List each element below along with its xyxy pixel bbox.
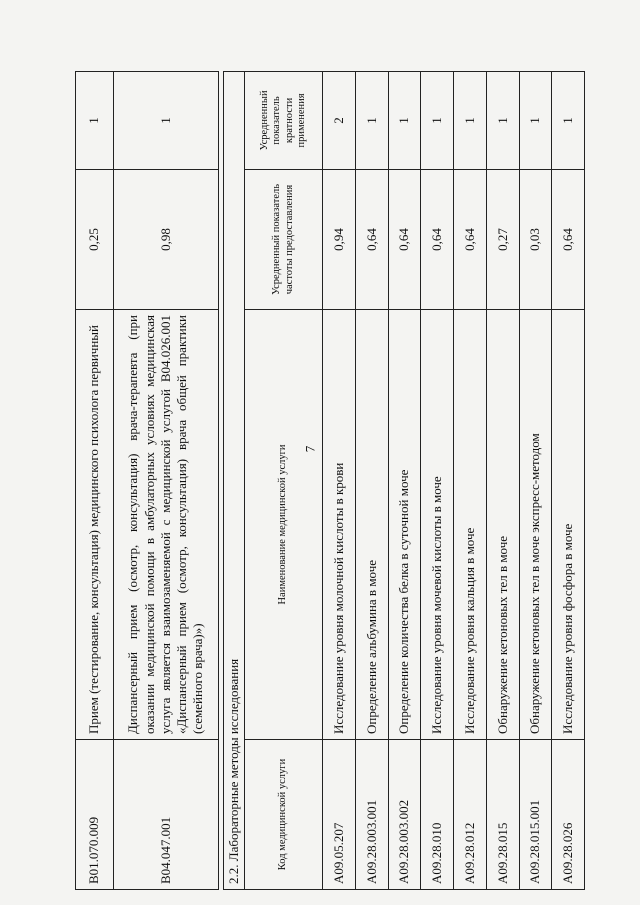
- multiplicity-value: 1: [76, 72, 114, 170]
- frequency-value: 0,27: [486, 170, 519, 310]
- service-name: Исследование уровня молочной кислоты в крови: [323, 310, 356, 740]
- service-name: Диспансерный прием (осмотр, консультация) врача-терапевта (при оказании медицинской помощи в амбулаторных условиях медицинская услуга является взаимозаменяемой с медицинской услугой B04.026.001 «Диспансерный прием (осмотр, консультация) врача общей практики (семейного врача)»): [114, 310, 219, 740]
- frequency-value: 0,64: [552, 170, 585, 310]
- table-row: [114, 72, 219, 890]
- header-row: [245, 71, 323, 889]
- page-number: 7: [302, 445, 318, 453]
- service-code: B01.070.009: [76, 740, 114, 890]
- table-row: [76, 72, 114, 890]
- service-name: Определение количества белка в суточной моче: [388, 310, 421, 740]
- frequency-value: 0,98: [114, 170, 219, 310]
- service-name: Исследование уровня фосфора в моче: [552, 310, 585, 740]
- table-row: [323, 71, 356, 889]
- table-top-wrapper: [75, 72, 218, 890]
- frequency-value: 0,25: [76, 170, 114, 310]
- service-name: Обнаружение кетоновых тел в моче: [486, 310, 519, 740]
- table-row: [388, 71, 421, 889]
- multiplicity-value: 1: [454, 71, 487, 169]
- service-code: A09.28.015.001: [519, 740, 552, 890]
- service-name: Прием (тестирование, консультация) медицинского психолога первичный: [76, 310, 114, 740]
- header-frequency: Усредненный показатель частоты предоставления: [245, 170, 323, 310]
- multiplicity-value: 1: [486, 71, 519, 169]
- service-code: A09.05.207: [323, 740, 356, 890]
- section-title: 2.2. Лабораторные методы исследования: [224, 71, 245, 889]
- frequency-value: 0,64: [421, 170, 454, 310]
- service-name: Исследование уровня мочевой кислоты в моче: [421, 310, 454, 740]
- multiplicity-value: 1: [421, 71, 454, 169]
- service-name: Определение альбумина в моче: [355, 310, 388, 740]
- multiplicity-value: 1: [552, 71, 585, 169]
- table-top: [75, 71, 219, 890]
- frequency-value: 0,94: [323, 170, 356, 310]
- table-lab-wrapper: [223, 72, 585, 890]
- table-row: [519, 71, 552, 889]
- multiplicity-value: 1: [355, 71, 388, 169]
- table-row: [552, 71, 585, 889]
- service-code: A09.28.015: [486, 740, 519, 890]
- service-name: Обнаружение кетоновых тел в моче экспресс-методом: [519, 310, 552, 740]
- frequency-value: 0,03: [519, 170, 552, 310]
- multiplicity-value: 1: [519, 71, 552, 169]
- service-code: A09.28.012: [454, 740, 487, 890]
- multiplicity-value: 1: [114, 72, 219, 170]
- table-row: [454, 71, 487, 889]
- table-row: [355, 71, 388, 889]
- frequency-value: 0,64: [355, 170, 388, 310]
- header-code: Код медицинской услуги: [245, 740, 323, 890]
- service-code: A09.28.003.002: [388, 740, 421, 890]
- table-lab: [223, 71, 585, 890]
- multiplicity-value: 1: [388, 71, 421, 169]
- section-row: [224, 71, 245, 889]
- frequency-value: 0,64: [454, 170, 487, 310]
- service-code: A09.28.010: [421, 740, 454, 890]
- table-row: [486, 71, 519, 889]
- service-name: Исследование уровня кальция в моче: [454, 310, 487, 740]
- service-code: A09.28.026: [552, 740, 585, 890]
- header-name: Наименование медицинской услуги: [245, 310, 323, 740]
- service-code: A09.28.003.001: [355, 740, 388, 890]
- multiplicity-value: 2: [323, 71, 356, 169]
- header-multiplicity: Усредненный показатель кратности применения: [245, 71, 323, 169]
- service-code: B04.047.001: [114, 740, 219, 890]
- frequency-value: 0,64: [388, 170, 421, 310]
- table-row: [421, 71, 454, 889]
